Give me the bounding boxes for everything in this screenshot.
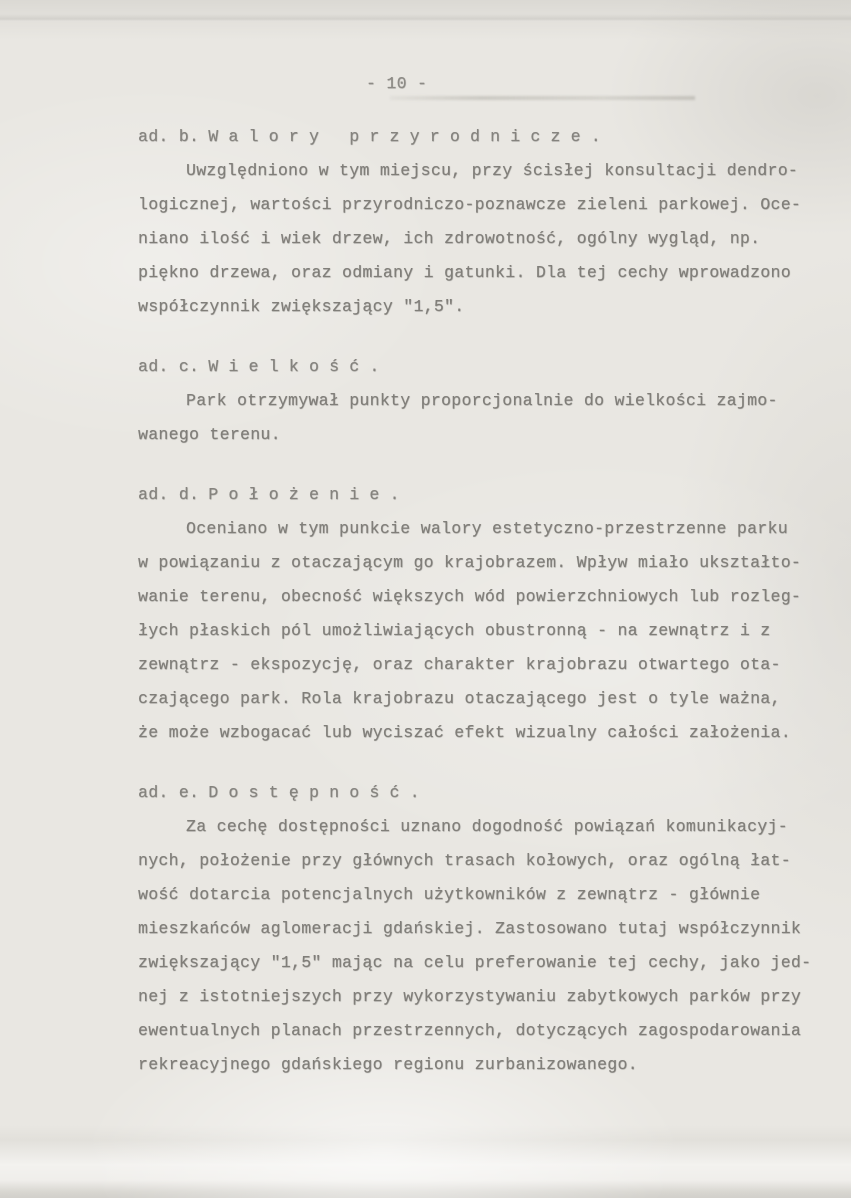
section-heading-e	[138, 776, 811, 810]
text-line: łych płaskich pól umożliwiających obustronną - na zewnątrz i z	[138, 621, 771, 640]
text-line: wanego terenu.	[138, 425, 281, 444]
text-line: zwiększający "1,5" mając na celu preferowanie tej cechy, jako jed-	[138, 953, 812, 972]
text-line: współczynnik zwiększający "1,5".	[138, 297, 465, 316]
text-line: Park otrzymywał punkty proporcjonalnie do wielkości zajmo-	[186, 391, 778, 410]
text-line: wość dotarcia potencjalnych użytkowników z zewnątrz - głównie	[138, 885, 761, 904]
page-number: - 10 -	[366, 74, 428, 93]
text-line: Uwzględniono w tym miejscu, przy ścisłej konsultacji dendro-	[186, 161, 799, 180]
text-line: w powiązaniu z otaczającym go krajobrazem. Wpływ miało ukształto-	[138, 553, 802, 572]
section-title: Dostępność.	[208, 783, 430, 802]
text-line: Oceniano w tym punkcie walory estetyczno-przestrzenne parku	[186, 519, 788, 538]
section-label: ad. b.	[138, 127, 200, 146]
section-label: ad. d.	[138, 485, 200, 504]
section-heading-c	[138, 350, 811, 384]
section-title: Walory przyrodnicze.	[208, 127, 611, 146]
section-label: ad. e.	[138, 783, 200, 802]
text-line: logicznej, wartości przyrodniczo-poznawcze zieleni parkowej. Oce-	[138, 195, 802, 214]
text-line: nej z istotniejszych przy wykorzystywaniu zabytkowych parków przy	[138, 987, 802, 1006]
section-heading-b	[138, 120, 811, 154]
text-line: rekreacyjnego gdańskiego regionu zurbanizowanego.	[138, 1055, 638, 1074]
paragraph-c	[138, 384, 811, 452]
paragraph-d	[138, 512, 811, 750]
section-title: Położenie.	[208, 485, 410, 504]
text-line: wanie terenu, obecność większych wód powierzchniowych lub rozleg-	[138, 587, 802, 606]
text-line: że może wzbogacać lub wyciszać efekt wizualny całości założenia.	[138, 723, 791, 742]
paragraph-b	[138, 154, 811, 324]
text-line: piękno drzewa, oraz odmiany i gatunki. Dla tej cechy wprowadzono	[138, 263, 791, 282]
text-line: mieszkańców aglomeracji gdańskiej. Zastosowano tutaj współczynnik	[138, 919, 802, 938]
text-line: nych, położenie przy głównych trasach kołowych, oraz ogólną łat-	[138, 851, 791, 870]
text-line: czającego park. Rola krajobrazu otaczającego jest o tyle ważna,	[138, 689, 781, 708]
text-line: niano ilość i wiek drzew, ich zdrowotność, ogólny wygląd, np.	[138, 229, 761, 248]
section-heading-d	[138, 478, 811, 512]
text-line: Za cechę dostępności uznano dogodność powiązań komunikacyj-	[186, 817, 788, 836]
section-label: ad. c.	[138, 357, 200, 376]
paragraph-e	[138, 810, 811, 1082]
section-title: Wielkość.	[208, 357, 390, 376]
text-line: zewnątrz - ekspozycję, oraz charakter krajobrazu otwartego ota-	[138, 655, 781, 674]
text-line: ewentualnych planach przestrzennych, dotyczących zagospodarowania	[138, 1021, 802, 1040]
